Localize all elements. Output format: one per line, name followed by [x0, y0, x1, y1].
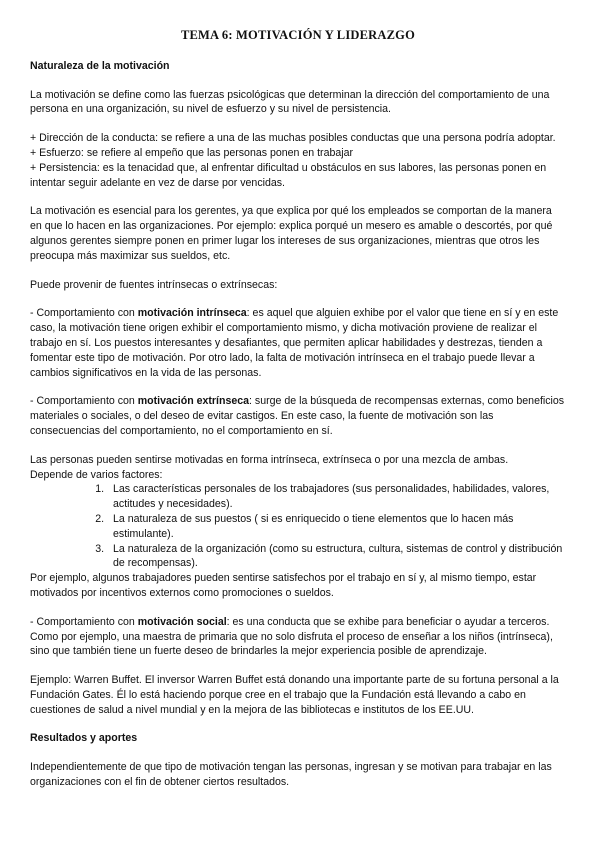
social-prefix: - Comportamiento con	[30, 615, 138, 628]
paragraph-sources: Puede provenir de fuentes intrínsecas o extrínsecas:	[30, 278, 278, 291]
bullet-effort: + Esfuerzo: se refiere al empeño que las personas ponen en trabajar	[30, 146, 354, 159]
social-text: : es una conducta que se exhibe para beneficiar o ayudar a terceros. Como por ejemplo, una maestra de primaria que no solo disfruta el proceso de enseñar a los niños (intrínseca), sino que también tiene un fuerte deseo de brindarles la mejor experiencia posible de aprendizaje.	[30, 615, 553, 658]
factor-item: 1. Las características personales de los trabajadores (sus personalidades, habilidades, valores, actitudes y necesidades).	[107, 482, 566, 512]
paragraph-mixed	[30, 453, 566, 483]
bullet-persistence: + Persistencia: es la tenacidad que, al enfrentar dificultad u obstáculos en sus labores, las personas ponen en intentar seguir adelante en vez de darse por vencidas.	[30, 161, 547, 189]
section-heading-naturaleza: Naturaleza de la motivación	[30, 59, 170, 72]
intrinsic-prefix: - Comportamiento con	[30, 307, 138, 320]
mixed-line-1: Las personas pueden sentirse motivadas en forma intrínseca, extrínseca o por una mezcla de ambas.	[30, 453, 509, 466]
paragraph-social	[30, 615, 566, 659]
intrinsic-text: : es aquel que alguien exhibe por el valor que tiene en sí y en este caso, la motivación tiene origen exhibir el comportamiento mismo, y dicha motivación proviene de realizar el trabajo en sí. Los puestos interesantes y desafiantes, que permiten aplicar habilidades y destrezas, tienden a fomentar este tipo de motivación. Por otro lado, la falta de motivación intrínseca en el trabajo puede llevar a cambios significativos en la vida de las personas.	[30, 307, 559, 379]
extrinsic-term: motivación extrínseca	[137, 395, 250, 408]
paragraph-intrinsic	[30, 306, 566, 380]
extrinsic-prefix: - Comportamiento con	[30, 395, 138, 408]
page-title: TEMA 6: MOTIVACIÓN Y LIDERAZGO	[180, 28, 416, 42]
mixed-line-2: Depende de varios factores:	[30, 468, 163, 481]
paragraph-definition: La motivación se define como las fuerzas psicológicas que determinan la dirección del comportamiento de una persona en una organización, su nivel de esfuerzo y su nivel de persistencia.	[30, 88, 550, 116]
intrinsic-term: motivación intrínseca	[137, 307, 247, 320]
paragraph-importance: La motivación es esencial para los gerentes, ya que explica por qué los empleados se comportan de la manera en que lo hacen en las organizaciones. Por ejemplo: explica porqué un mesero es amable o descortés, por qué algunos gerentes siempre ponen en primer lugar los intereses de sus organizaciones, mientras que otros les preocupa más maximizar sus sueldos, etc.	[30, 205, 553, 262]
extrinsic-text: : surge de la búsqueda de recompensas externas, como beneficios materiales o sociales, o del deseo de evitar castigos. En este caso, la fuente de motivación son las consecuencias del comportamiento, no el comportamiento en sí.	[30, 395, 565, 437]
bullet-direction: + Dirección de la conducta: se refiere a una de las muchas posibles conductas que una persona podría adoptar.	[30, 132, 556, 145]
paragraph-example-both: Por ejemplo, algunos trabajadores pueden sentirse satisfechos por el trabajo en sí y, al mismo tiempo, estar motivados por incentivos externos como promociones o sueldos.	[30, 572, 537, 599]
paragraph-buffett-example: Ejemplo: Warren Buffet. El inversor Warren Buffet está donando una importante parte de su fortuna personal a la Fundación Gates. Él lo está haciendo porque cree en el trabajo que la Fundación está llevando a cabo en cuestiones de salud a nivel mundial y en la mejora de las bibliotecas e institutos de los EE.UU.	[30, 674, 559, 716]
paragraph-results: Independientemente de que tipo de motivación tengan las personas, ingresan y se motivan para trabajar en las organizaciones con el fin de obtener ciertos resultados.	[30, 761, 552, 789]
social-term: motivación social	[137, 615, 227, 628]
paragraph-extrinsic	[30, 394, 566, 438]
bullet-list-dimensions	[30, 131, 566, 190]
factors-list	[30, 482, 566, 571]
section-heading-resultados: Resultados y aportes	[30, 732, 138, 745]
factor-item: 3. La naturaleza de la organización (como su estructura, cultura, sistemas de control y distribución de recompensas).	[107, 542, 566, 572]
factor-item: 2. La naturaleza de sus puestos ( si es enriquecido o tiene elementos que lo hacen más estimulante).	[107, 512, 566, 542]
